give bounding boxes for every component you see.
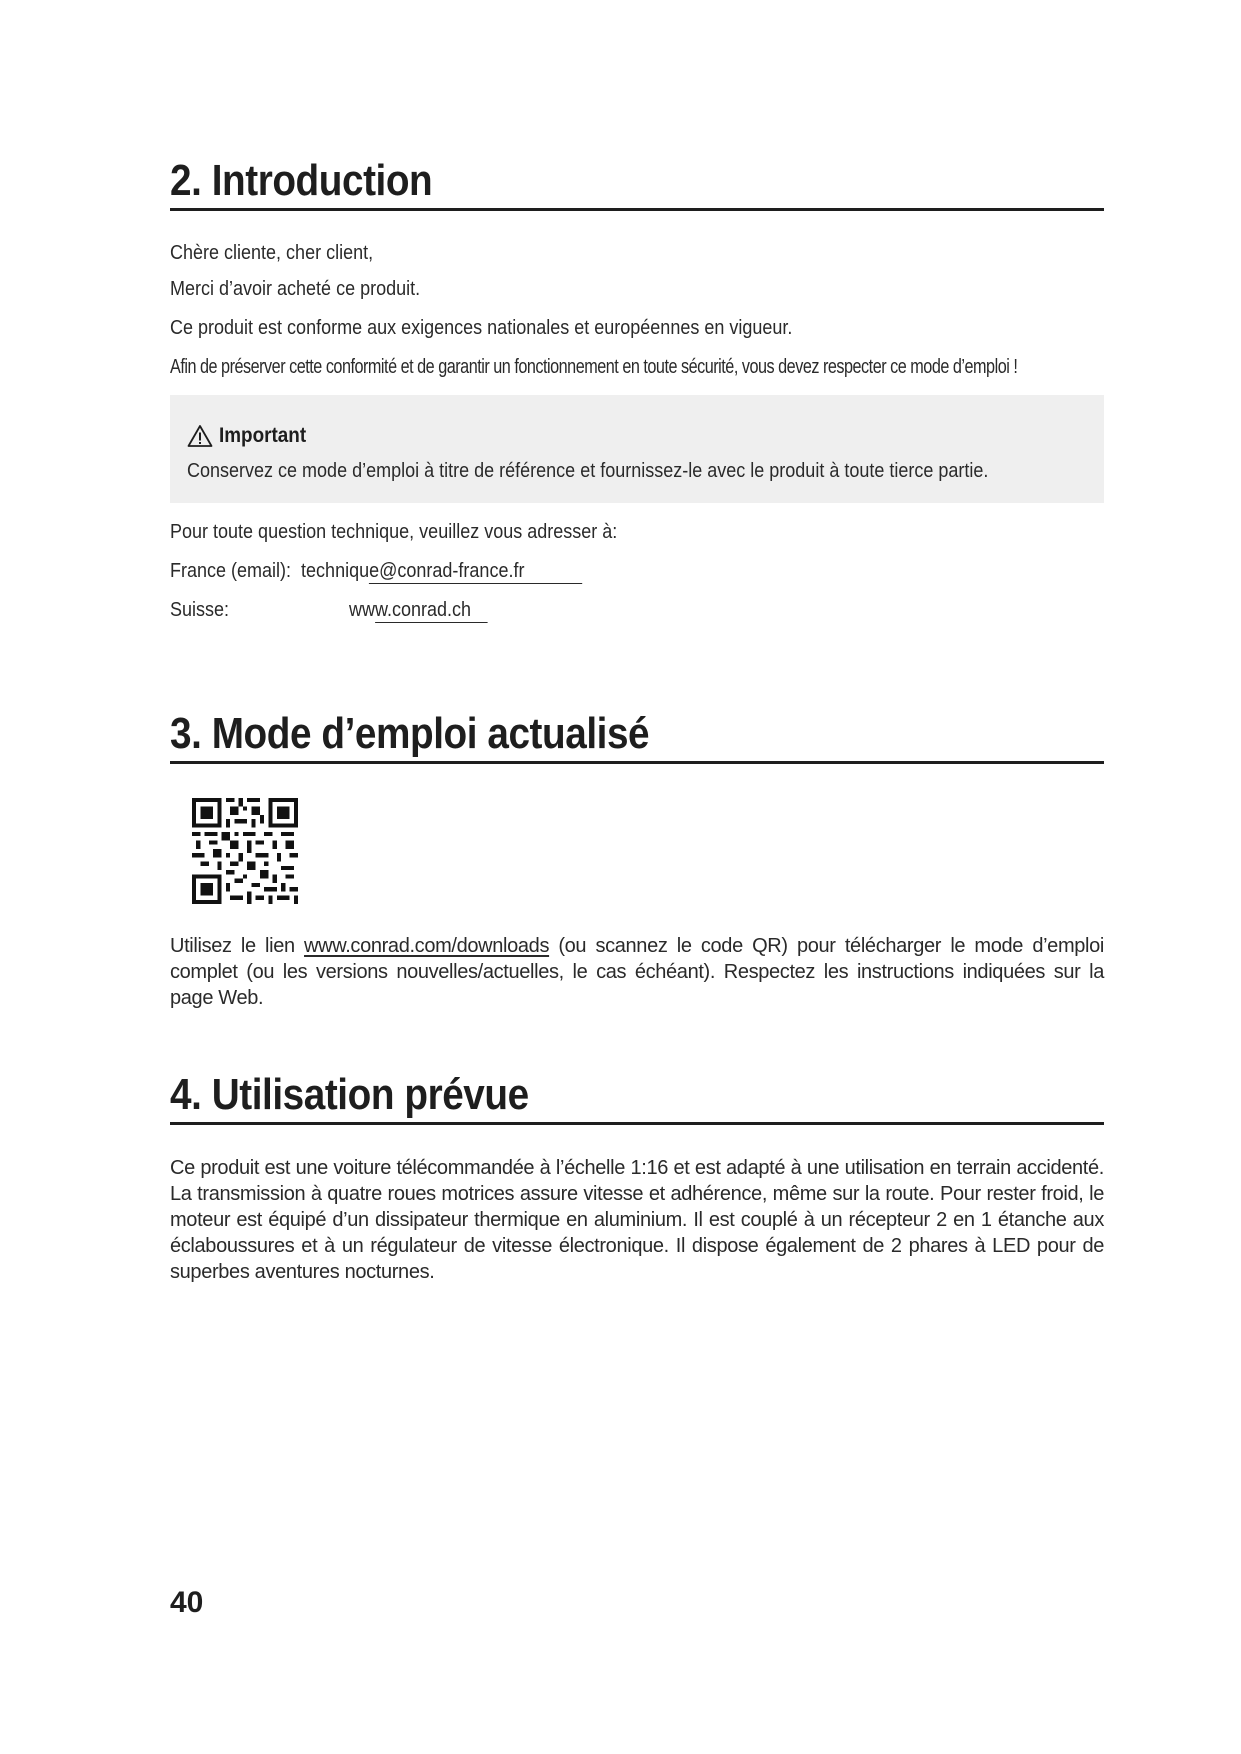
qr-code: [192, 798, 298, 904]
important-text: Conservez ce mode d’emploi à titre de référence et fournissez-le avec le produit à toute tierce partie.: [187, 460, 989, 482]
suisse-label: Suisse:: [170, 599, 230, 621]
france-email-link[interactable]: e@conrad-france.fr: [369, 559, 582, 584]
manual-paragraph: Utilisez le lien www.conrad.com/downloads (ou scannez le code QR) pour télécharger le mode d’emploi complet (ou les versions nouvelles/actuelles, le cas échéant). Respectez les instructions indiquées sur la page Web.: [170, 935, 1105, 1009]
conformity-line: Ce produit est conforme aux exigences nationales et européennes en vigueur.: [170, 317, 793, 339]
france-label: France (email):: [170, 560, 292, 582]
greeting: Chère cliente, cher client,: [170, 242, 374, 264]
important-title: Important: [187, 424, 316, 448]
section-heading-manual: 3. Mode d’emploi actualisé: [170, 709, 1104, 764]
downloads-link[interactable]: www.conrad.com/downloads: [304, 935, 550, 957]
section-heading-introduction: 2. Introduction: [170, 156, 1104, 211]
warning-triangle-icon: [187, 424, 213, 448]
contact-france: [170, 559, 628, 584]
important-note: [170, 395, 1104, 503]
manual-page: [170, 0, 1104, 1754]
contact-intro: Pour toute question technique, veuillez vous adresser à:: [170, 521, 618, 543]
france-email-prefix: techniqu: [301, 560, 370, 582]
safety-line: Afin de préserver cette conformité et de garantir un fonctionnement en toute sécurité, vous devez respecter ce mode d’emploi !: [170, 356, 1018, 378]
contact-suisse: [170, 598, 503, 623]
section-heading-usage: 4. Utilisation prévue: [170, 1070, 1104, 1125]
thanks-line: Merci d’avoir acheté ce produit.: [170, 278, 421, 300]
usage-paragraph: Ce produit est une voiture télécommandée à l’échelle 1:16 et est adapté à une utilisation en terrain accidenté. La transmission à quatre roues motrices assure vitesse et adhérence, même sur la route. Pour rester froid, le moteur est équipé d’un dissipateur thermique en aluminium. Il est couplé à un récepteur 2 en 1 étanche aux éclaboussures et à un régulateur de vitesse électronique. Il dispose également de 2 phares à LED pour de superbes aventures nocturnes.: [170, 1157, 1104, 1283]
suisse-web-prefix: ww: [349, 599, 376, 621]
page-number: 40: [170, 1586, 204, 1619]
suisse-web-link[interactable]: w.conrad.ch: [375, 598, 487, 623]
